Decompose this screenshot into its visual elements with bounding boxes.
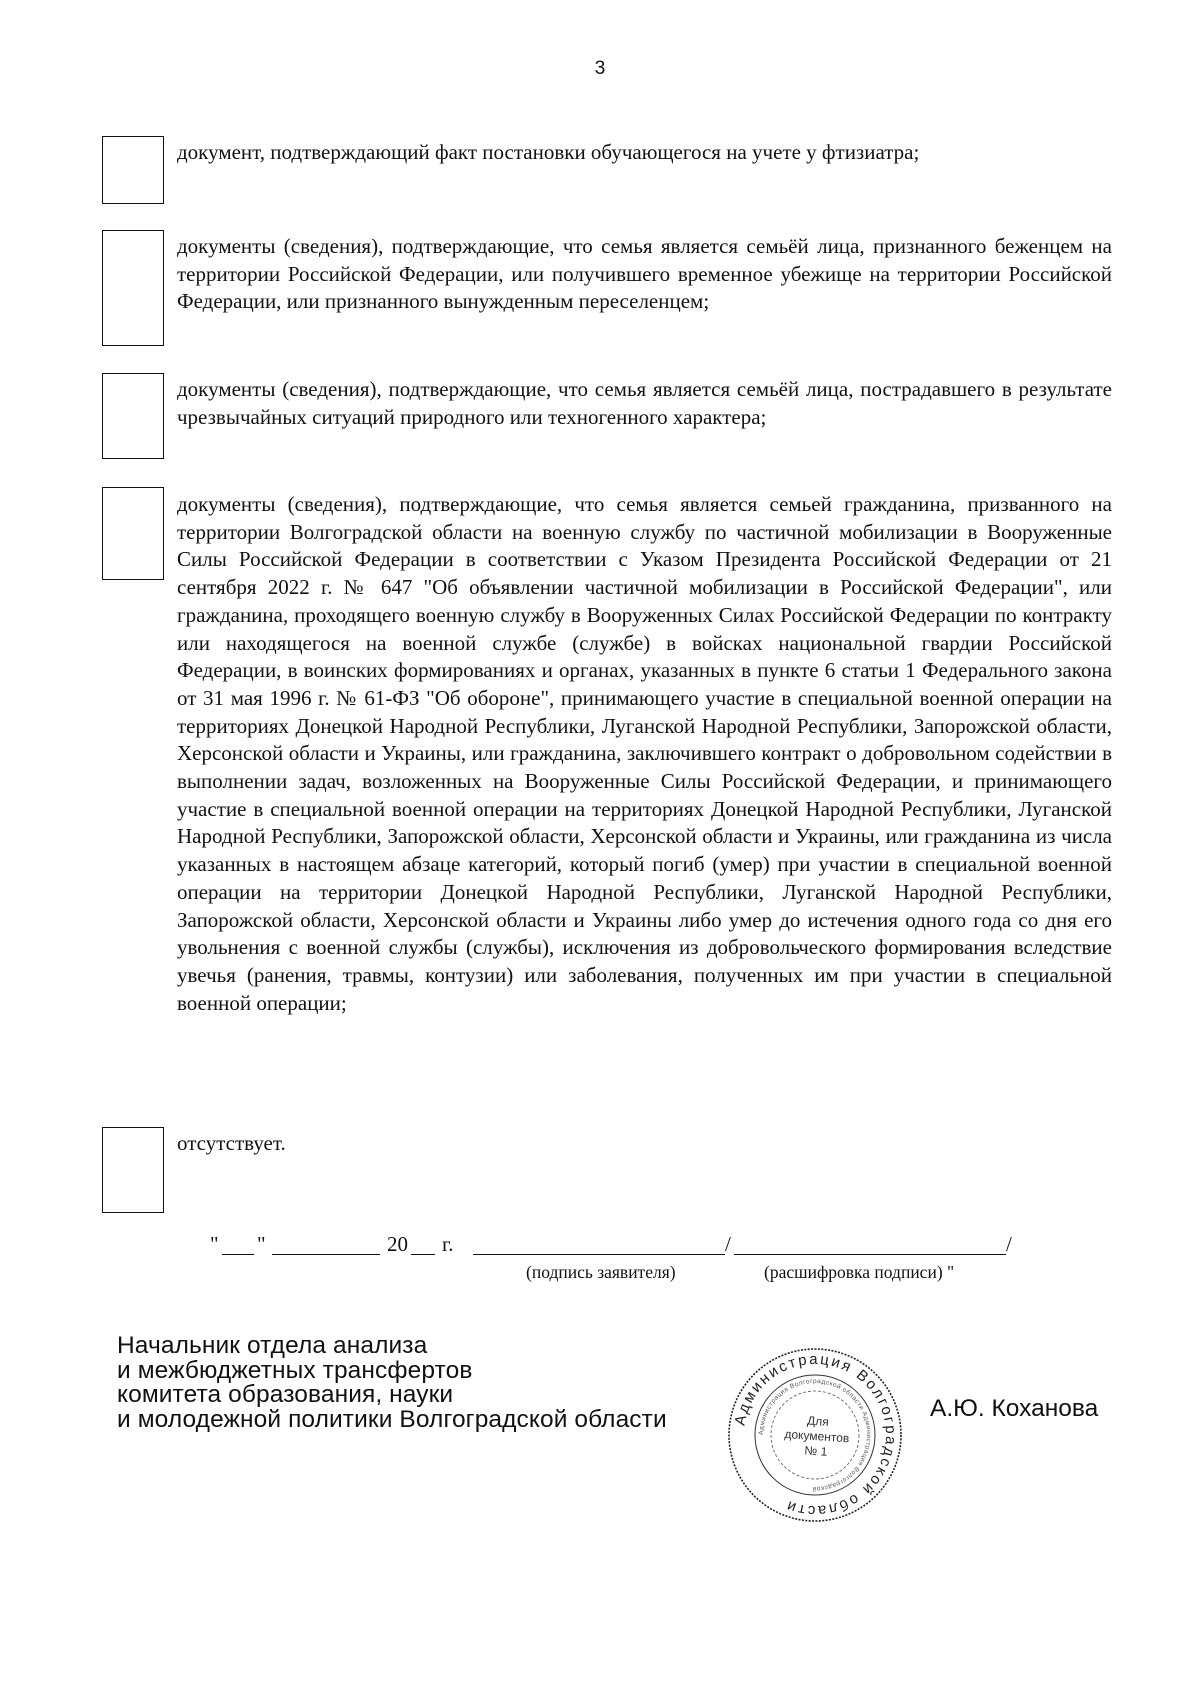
seal-inner-ring-text: Администрация Волгоградской области Администрация Волгоградской: [757, 1377, 873, 1493]
checkbox[interactable]: [102, 136, 164, 204]
item-text: документы (сведения), подтверждающие, что семья является семьёй лица, признанного беженцем на территории Российской Федерации, или получившего временное убежище на территории Российской Федерации, или признанного вынужденным переселенцем;: [177, 234, 1112, 314]
decoding-blank[interactable]: [734, 1254, 1006, 1255]
seal-ring-text: Администрация Волгоградской области: [731, 1350, 900, 1520]
official-title-line: и межбюджетных трансфертов: [117, 1356, 473, 1384]
item-text: документ, подтверждающий факт постановки обучающегося на учете у фтизиатра;: [177, 140, 920, 164]
signature-line: [0, 1232, 1200, 1262]
page-number: 3: [594, 58, 606, 79]
day-blank[interactable]: [222, 1254, 254, 1255]
checkbox[interactable]: [102, 1127, 164, 1213]
seal-center-line: документов: [784, 1426, 850, 1446]
checkbox[interactable]: [102, 487, 164, 580]
caption-decoding: (расшифровка подписи) ": [764, 1262, 955, 1282]
checkbox[interactable]: [102, 230, 164, 346]
checkbox[interactable]: [102, 373, 164, 459]
official-title-line: Начальник отдела анализа: [117, 1332, 428, 1359]
item-text: документы (сведения), подтверждающие, что семья является семьей гражданина, призванного на территории Волгоградской области на военную службу по частичной мобилизации в Вооруженные Силы Российской Федерации в соответствии с Указом Президента Российской Федерации от 21 сентября 2022 г. № 647 "Об объявлении частичной мобилизации в Российской Федерации", или гражданина, проходящего военную службу в Вооруженных Силах Российской Федерации по контракту или находящегося на военной службе (службе) в войсках национальной гвардии Российской Федерации, в воинских формированиях и органах, указанных в пункте 6 статьи 1 Федерального закона от 31 мая 1996 г. № 61-ФЗ "Об обороне", принимающего участие в специальной военной операции на территориях Донецкой Народной Республики, Луганской Народной Республики, Запорожской области, Херсонской области и Украины, или гражданина, заключившего контракт о добровольном содействии в выполнении задач, возложенных на Вооруженные Силы Российской Федерации, и принимающего участие в специальной военной операции на территориях Донецкой Народной Республики, Луганской Народной Республики, Запорожской области, Херсонской области и Украины, или гражданина из числа указанных в настоящем абзаце категорий, который погиб (умер) при участии в специальной военной операции на территории Донецкой Народной Республики, Луганской Народной Республики, Запорожской области, Херсонской области и Украины либо умер до истечения одного года со дня его увольнения с военной службы (службы), исключения из добровольческого формирования вследствие увечья (ранения, травмы, контузии) или заболевания, полученных им при участии в специальной военной операции;: [177, 492, 1112, 1015]
quote-open: ": [210, 1232, 219, 1256]
month-blank[interactable]: [272, 1254, 380, 1255]
seal-center-line: Для: [806, 1413, 830, 1429]
item-text: отсутствует.: [177, 1131, 286, 1155]
seal-center-line: № 1: [803, 1443, 828, 1459]
official-title-line: комитета образования, науки: [117, 1381, 454, 1408]
quote-close: ": [257, 1232, 266, 1256]
year-suffix: г.: [442, 1232, 454, 1256]
official-title: [117, 1334, 667, 1432]
year-blank[interactable]: [411, 1254, 435, 1255]
caption-signature: (подпись заявителя): [526, 1262, 676, 1282]
signature-blank[interactable]: [473, 1254, 725, 1255]
seal-stamp: [725, 1345, 905, 1525]
item-text: документы (сведения), подтверждающие, что семья является семьёй лица, пострадавшего в результате чрезвычайных ситуаций природного или техногенного характера;: [177, 377, 1112, 429]
official-title-line: и молодежной политики Волгоградской области: [117, 1405, 667, 1433]
slash: /: [725, 1232, 731, 1256]
official-name: А.Ю. Коханова: [930, 1395, 1099, 1422]
century: 20: [387, 1232, 408, 1256]
slash: /: [1006, 1232, 1012, 1256]
